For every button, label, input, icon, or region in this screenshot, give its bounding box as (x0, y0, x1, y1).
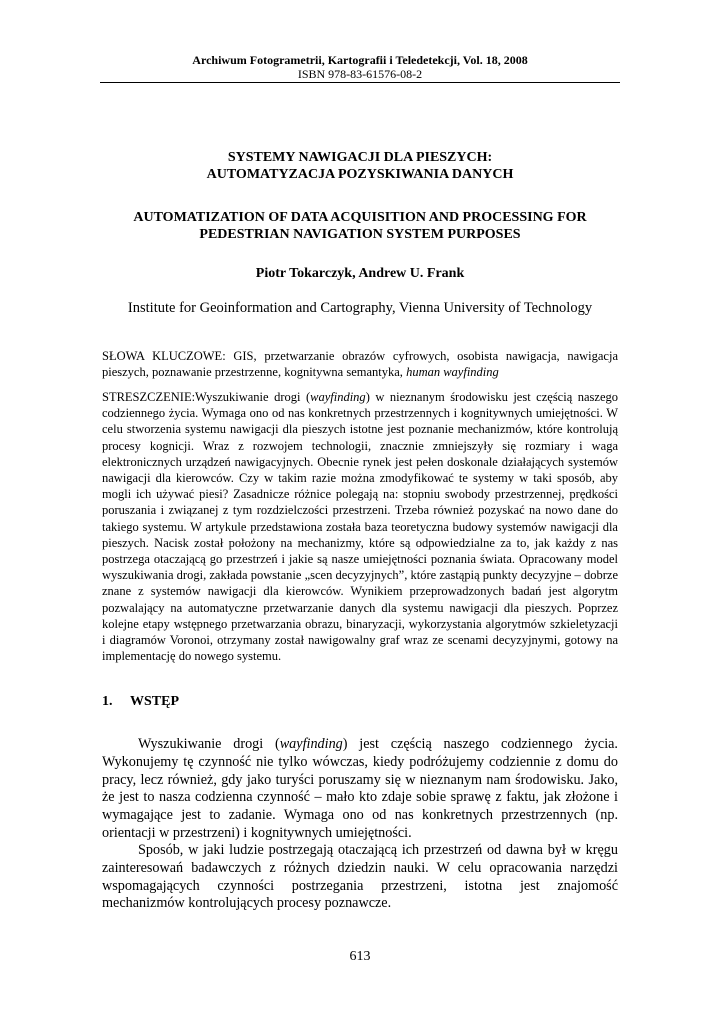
abstract (102, 389, 618, 664)
title-polish (100, 149, 620, 183)
body-paragraph-1 (102, 736, 618, 843)
journal-citation: Archiwum Fotogrametrii, Kartografii i Teledetekcji, Vol. 18, 2008 (192, 53, 528, 67)
title-english (100, 209, 620, 243)
paragraph-1-italic: wayfinding (279, 736, 343, 752)
paragraph-1-body: ) jest częścią naszego codziennego życia. Wykonujemy tę czynność nie tylko wówczas, kiedy podróżujemy codziennie z domu do pracy, lecz również, gdy jako turyści poruszamy się w nieznanym nam środowisku. Jako, że jest to nasza codzienna czynność – mało kto zdaje sobie sprawę z faktu, jak złożone i wymagające jest to zadanie. Wymaga ono od nas konkretnych przestrzennych (np. orientacji w przestrzeni) i kognitywnych umiejętności. (102, 736, 618, 841)
affiliation: Institute for Geoinformation and Cartography, Vienna University of Technology (127, 300, 593, 316)
section-heading (102, 693, 179, 710)
title-polish-line-1: SYSTEMY NAWIGACJI DLA PIESZYCH: (227, 150, 493, 165)
abstract-italic: wayfinding (310, 390, 366, 404)
authors: Piotr Tokarczyk, Andrew U. Frank (255, 266, 465, 281)
keywords (102, 348, 618, 380)
section-number: 1. (102, 694, 113, 709)
paragraph-1-prefix: Wyszukiwanie drogi ( (138, 736, 280, 752)
abstract-prefix: STRESZCZENIE:Wyszukiwanie drogi ( (102, 390, 311, 404)
page-number: 613 (349, 949, 371, 964)
keywords-italic: human wayfinding (406, 365, 499, 380)
header-rule (100, 82, 620, 83)
abstract-body: ) w nieznanym środowisku jest częścią naszego codziennego życia. Wymaga ono od nas konkretnych przestrzennych i kognitywnych umiejętności. W celu stworzenia systemu nawigacji dla pieszych istotne jest poznanie mechanizmów, które kontrolują procesy kognicji. Wraz z rozwojem technologii, znacznie zmniejszyły się rozmiary i waga elektronicznych urządzeń nawigacyjnych. Obecnie rynek jest pełen doskonale działających systemów nawigacji dla kierowców. Czy w takim razie można zmodyfikować te systemy w taki sposób, aby mogli ich używać piesi? Zasadnicze różnice polegają na: stopniu swobody przestrzennej, prędkości poruszania i związanej z tym rozdzielczości przestrzeni. Trzeba również pozyskać na nowo dane do takiego systemu. W artykule przedstawiona została baza teoretyczna budowy systemów nawigacji dla pieszych. Nacisk został położony na mechanizmy, które są odpowiedzialne za to, jak każdy z nas postrzega otaczającą go przestrzeń i jakie są nasze umiejętności poznania świata. Opracowany model wyszukiwania drogi, zakłada powstanie „scen decyzyjnych”, które zastąpią punkty decyzyjne – dobrze znane z systemów nawigacji dla kierowców. Wynikiem przeprowadzonych badań jest algorytm pozwalający na automatyczne przetwarzanie danych dla systemu nawigacji dla pieszych. Poprzez kolejne etapy wstępnego przetwarzania obrazu, binaryzacji, wykorzystania algorytmów szkieletyzacji i diagramów Voronoi, otrzymany został nawigowalny graf wraz ze scenami decyzyjnymi, gotowy na implementację do nowego systemu. (102, 390, 618, 664)
body-paragraph-2: Sposób, w jaki ludzie postrzegają otaczającą ich przestrzeń od dawna był w kręgu zainteresowań badawczych z różnych dziedzin nauki. W celu opracowania narzędzi wspomagających czynności postrzegania przestrzeni, istotna jest znajomość mechanizmów kontrolujących procesy poznawcze. (102, 842, 618, 912)
keywords-text: SŁOWA KLUCZOWE: GIS, przetwarzanie obrazów cyfrowych, osobista nawigacja, nawigacja pieszych, poznawanie przestrzenne, kognitywna semantyka, (102, 349, 618, 380)
title-english-line-1: AUTOMATIZATION OF DATA ACQUISITION AND PROCESSING FOR (133, 210, 587, 225)
title-polish-line-2: AUTOMATYZACJA POZYSKIWANIA DANYCH (206, 167, 514, 182)
isbn-line: ISBN 978-83-61576-08-2 (297, 67, 423, 81)
title-english-line-2: PEDESTRIAN NAVIGATION SYSTEM PURPOSES (199, 227, 521, 242)
section-title: WSTĘP (130, 694, 180, 709)
